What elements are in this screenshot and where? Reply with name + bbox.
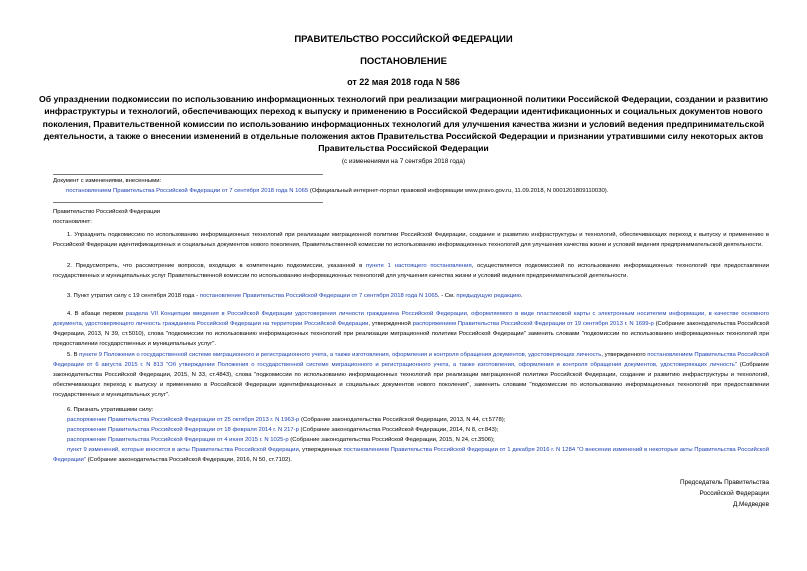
repealed-item: распоряжение Правительства Российской Федерации от 18 февраля 2014 г. N 217-р (Собрание законодательства Российской Федерации, 2014, N 8, ст.843);	[67, 427, 499, 433]
amendment-link[interactable]: постановлением Правительства Российской Федерации от 7 сентября 2018 года N 1065	[66, 188, 309, 194]
repealed-item-last: пункт 9 изменений, которые вносятся в акты Правительства Российской Федерации, утвержденных постановлением Правительства Российской Федерации от 1 декабря 2016 г. N 1284 "О внесении изменений в некоторые акты Правительства Российской Федерации" (Собрание законодательства Российской Федерации, 2016, N 50, ст.7102).	[53, 447, 769, 463]
paragraph-2-link[interactable]: пункте 1 настоящего постановления	[366, 263, 472, 269]
preamble-decree: постановляет:	[53, 219, 92, 225]
paragraph-5-link-regulation[interactable]: пункте 9 Положения о государственной системе миграционного и регистрационного учета, а также изготовления, оформления и контроля обращения документов, удостоверяющих личность	[79, 352, 602, 358]
paragraph-1: 1. Упразднить подкомиссию по использованию информационных технологий при реализации миграционной политики Российской Федерации, создание и развитию инфраструктуры и технологий, обеспечивающих переход к выпуску и применению в Российской Федерации идентификационных и социальных документов нового поколения, Правительственной комиссии по использованию информационных технологий для улучшения качества жизни и условий ведения предпринимательской деятельности.	[53, 232, 769, 248]
bottom-divider	[53, 202, 323, 203]
repealed-item-link[interactable]: распоряжение Правительства Российской Федерации от 4 июня 2015 г. N 1025-р	[67, 437, 289, 443]
paragraph-2: 2. Предусмотреть, что рассмотрение вопросов, входящих в компетенцию подкомиссии, указанной в пункте 1 настоящего постановления, осуществляется подкомиссией по использованию информационных технологий при предоставлении государственных и муниципальных услуг Правительственной комиссии по использованию информационных технологий для улучшения качества жизни и условий ведения предпринимательской деятельности.	[53, 263, 769, 279]
paragraph-6-heading: 6. Признать утратившими силу:	[67, 407, 154, 413]
document-date-number: от 22 мая 2018 года N 586	[347, 77, 460, 87]
repealed-item-link-changes[interactable]: пункт 9 изменений, которые вносятся в акты Правительства Российской Федерации	[67, 447, 299, 453]
repealed-item: распоряжение Правительства Российской Федерации от 4 июня 2015 г. N 1025-р (Собрание законодательства Российской Федерации, 2015, N 24, ст.3506);	[67, 437, 495, 443]
paragraph-3: 3. Пункт утратил силу с 19 сентября 2018 года - постановление Правительства Российской Федерации от 7 сентября 2018 года N 1065. - См. предыдущую редакцию.	[67, 293, 523, 299]
repealed-item: распоряжение Правительства Российской Федерации от 25 октября 2013 г. N 1963-р (Собрание законодательства Российской Федерации, 2013, N 44, ст.5778);	[67, 417, 506, 423]
amended-note: (с изменениями на 7 сентября 2018 года)	[341, 158, 466, 165]
signature-name: Д.Медведев	[732, 500, 769, 508]
paragraph-5: 5. В пункте 9 Положения о государственной системе миграционного и регистрационного учета, а также изготовления, оформления и контроля обращения документов, удостоверяющих личность, утвержденного постановлением Правительства Российской Федерации от 6 августа 2015 г. N 813 "Об утверждении Положения о государственной системе миграционного и регистрационного учета, а также изготовления, оформления и контроля обращения документов, удостоверяющих личность" (Собрание законодательства Российской Федерации, 2015, N 33, ст.4843), слова "подкомиссии по использованию информационных технологий при реализации миграционной политики Российской Федерации, создание и развитию инфраструктуры и технологий, обеспечивающих переход к выпуску и применению в Российской Федерации идентификационных и социальных документов нового поколения", заменить словами "подкомиссии по использованию информационных технологий при предоставлении государственных и муниципальных услуг".	[53, 352, 769, 398]
paragraph-3-link[interactable]: постановление Правительства Российской Федерации от 7 сентября 2018 года N 1065	[199, 293, 438, 299]
paragraph-4-link-concept[interactable]: раздела VII Концепции введения в Российской Федерации удостоверения личности гражданина Российской Федерации, оформляемого в виде пластиковой карты с электронным носителем информации, в качестве основного документа, удостоверяющего личность гражданина Российской Федерации на территории Российской Федерации	[53, 311, 769, 327]
repealed-item-link[interactable]: распоряжение Правительства Российской Федерации от 25 октября 2013 г. N 1963-р	[67, 417, 300, 423]
repealed-item-link[interactable]: распоряжение Правительства Российской Федерации от 18 февраля 2014 г. N 217-р	[67, 427, 299, 433]
signature-position: Председатель Правительства	[680, 479, 769, 486]
government-heading: ПРАВИТЕЛЬСТВО РОССИЙСКОЙ ФЕДЕРАЦИИ	[294, 34, 513, 45]
previous-edition-link[interactable]: предыдущую редакцию	[456, 293, 521, 299]
paragraph-5-link-resolution[interactable]: постановлением Правительства Российской Федерации от 6 августа 2015 г. N 813 "Об утверждении Положения о государственной системе миграционного и регистрационного учета, а также изготовления, оформления и контроля обращения документов, удостоверяющих личность"	[53, 352, 769, 368]
document-type: ПОСТАНОВЛЕНИЕ	[360, 56, 447, 67]
signature-block	[680, 478, 769, 510]
document-title: Об упразднении подкомиссии по использованию информационных технологий при реализации миграционной политики Российской Федерации, создании и развитию инфраструктуры и технологий, обеспечивающих переход к выпуску и применению в Российской Федерации идентификационных и социальных документов нового поколения, Правительственной комиссии по использованию информационных технологий для улучшения качества жизни и условий ведения предпринимательской деятельности, а также о внесении изменений в отдельные положения актов Правительства Российской Федерации и признании утратившими силу некоторых актов Правительства Российской Федерации	[38, 94, 769, 154]
amendments-label: Документ с изменениями, внесенными:	[53, 178, 162, 184]
amendment-source: (Официальный интернет-портал правовой информации www.pravo.gov.ru, 11.09.2018, N 0001201809110030).	[308, 188, 609, 194]
preamble-government: Правительство Российской Федерации	[53, 209, 161, 215]
repealed-item-link-resolution[interactable]: постановлением Правительства Российской Федерации от 1 декабря 2016 г. N 1284 "О внесении изменений в некоторые акты Правительства Российской Федерации"	[53, 447, 769, 463]
paragraph-4-link-order[interactable]: распоряжением Правительства Российской Федерации от 19 сентября 2013 г. N 1699-р	[412, 321, 654, 327]
paragraph-4: 4. В абзаце первом раздела VII Концепции введения в Российской Федерации удостоверения личности гражданина Российской Федерации, оформляемого в виде пластиковой карты с электронным носителем информации, в качестве основного документа, удостоверяющего личность гражданина Российской Федерации на территории Российской Федерации, утвержденной распоряжением Правительства Российской Федерации от 19 сентября 2013 г. N 1699-р (Собрание законодательства Российской Федерации, 2013, N 39, ст.5010), слова "подкомиссии по использованию информационных технологий при реализации миграционной политики Российской Федерации" заменить словами "подкомиссии по использованию информационных технологий при предоставлении государственных и муниципальных услуг".	[53, 311, 769, 347]
top-divider	[53, 174, 323, 175]
signature-country: Российской Федерации	[699, 489, 769, 497]
amendments-line	[66, 186, 786, 196]
